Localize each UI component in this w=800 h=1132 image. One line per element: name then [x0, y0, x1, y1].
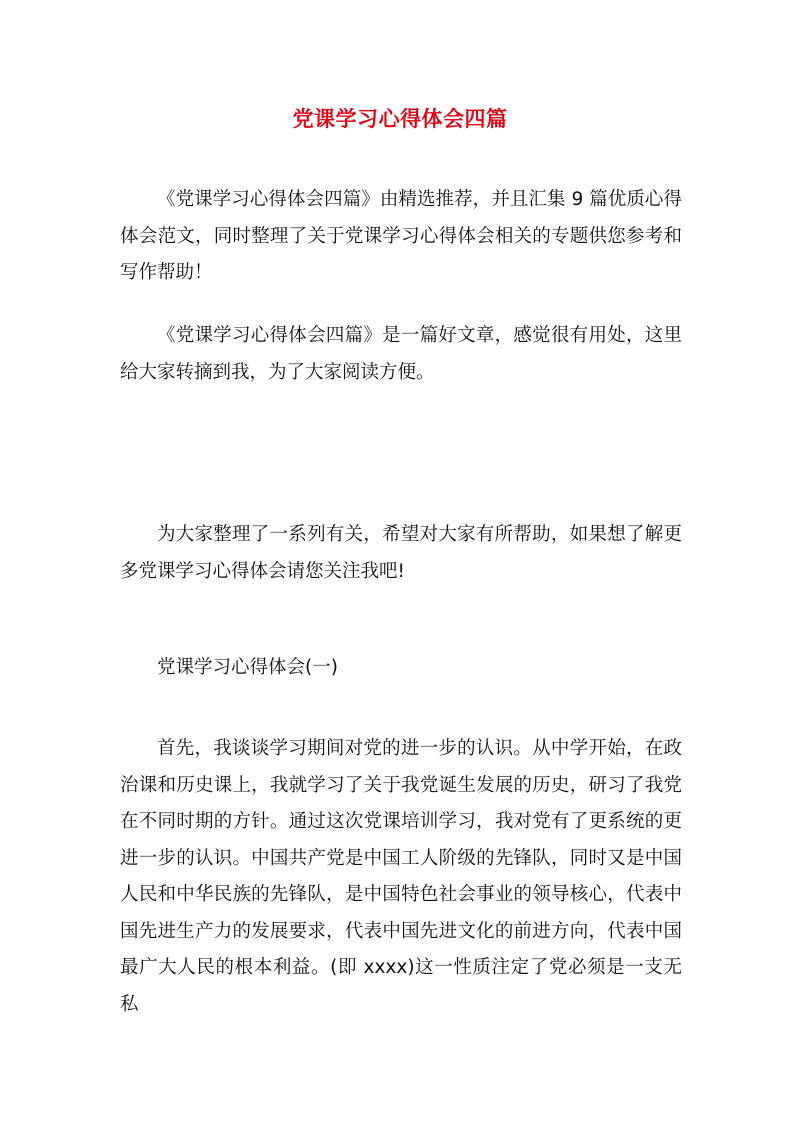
document-title: 党课学习心得体会四篇	[292, 107, 508, 131]
follow-paragraph: 为大家整理了一系列有关，希望对大家有所帮助，如果想了解更多党课学习心得体会请您关注我吧!	[120, 524, 682, 582]
intro-paragraph: 《党课学习心得体会四篇》由精选推荐，并且汇集 9 篇优质心得体会范文，同时整理了关于党课学习心得体会相关的专题供您参考和写作帮助！	[120, 189, 682, 283]
section-heading: 党课学习心得体会(一)	[157, 657, 338, 678]
body-paragraph: 首先，我谈谈学习期间对党的进一步的认识。从中学开始，在政治课和历史课上，我就学习了关于我党诞生发展的历史，研习了我党在不同时期的方针。通过这次党课培训学习，我对党有了更系统的更进一步的认识。中国共产党是中国工人阶级的先锋队，同时又是中国人民和中华民族的先锋队，是中国特色社会事业的领导核心，代表中国先进生产力的发展要求，代表中国先进文化的前进方向，代表中国最广大人民的根本利益。(即 xxxx)这一性质注定了党必须是一支无私	[120, 738, 682, 1015]
note-paragraph: 《党课学习心得体会四篇》是一篇好文章，感觉很有用处，这里给大家转摘到我，为了大家阅读方便。	[120, 325, 682, 383]
